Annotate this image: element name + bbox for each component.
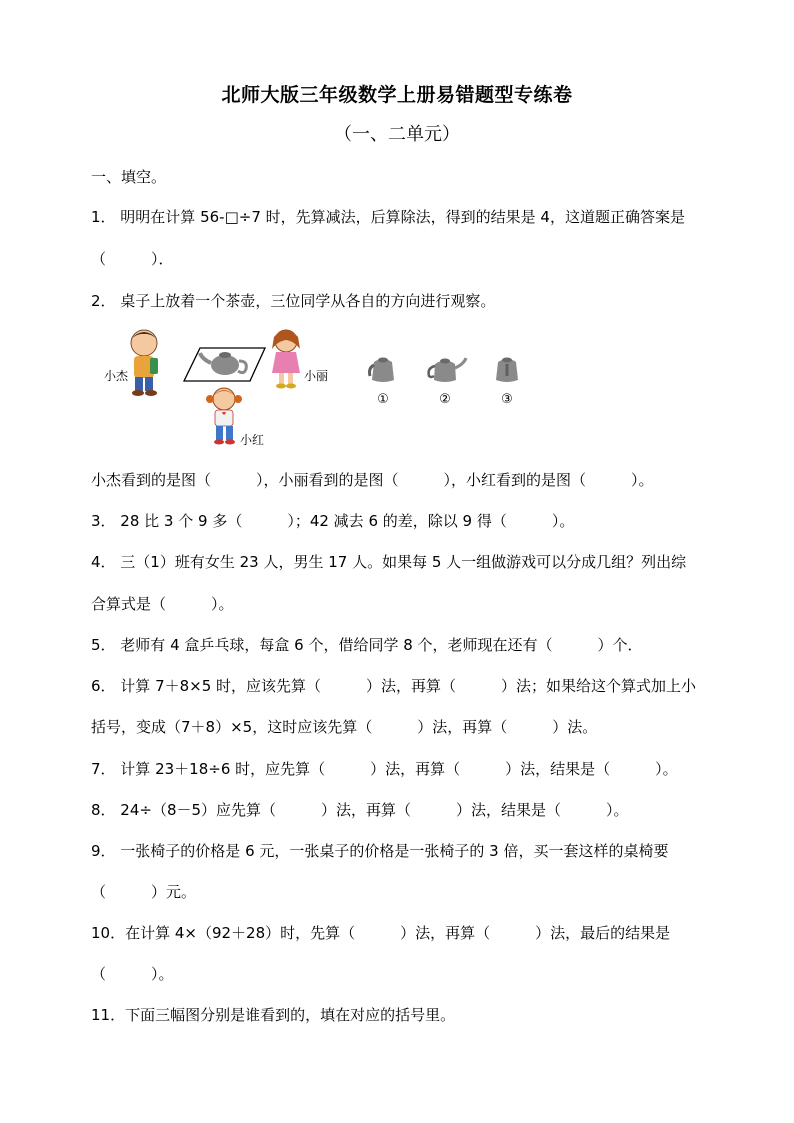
question-9-line-2: （ ）元。 [91, 883, 197, 901]
question-5-text: 5． 老师有 4 盒乒乓球，每盒 6 个，借给同学 8 个，老师现在还有（ ）个． [91, 636, 643, 654]
question-1-line-1: 1． 明明在计算 56-□÷7 时，先算减法，后算除法，得到的结果是 4，这道题正确答案是 [91, 208, 685, 226]
question-10-line-2: （ ）。 [91, 965, 174, 983]
question-8-text: 8． 24÷（8－5）应先算（ ）法，再算（ ）法，结果是（ ）。 [91, 801, 629, 819]
label-xiaoli: 小丽 [304, 369, 329, 383]
boy-figure-icon [131, 330, 158, 396]
question-3-text: 3． 28 比 3 个 9 多（ ）；42 减去 6 的差，除以 9 得（ ）。 [91, 512, 575, 530]
page-title: 北师大版三年级数学上册易错题型专练卷 [221, 84, 573, 106]
label-xiaojie: 小杰 [104, 369, 129, 383]
question-2-answer-line: 小杰看到的是图（ ），小丽看到的是图（ ），小红看到的是图（ ）。 [91, 471, 654, 489]
teapot-back-view-icon [360, 352, 406, 386]
question-4-line-2: 合算式是（ ）。 [91, 595, 234, 613]
question-6-line-1: 6． 计算 7＋8×5 时，应该先算（ ）法，再算（ ）法；如果给这个算式加上小 [91, 677, 697, 695]
question-10-line-1: 10．在计算 4×（92＋28）时，先算（ ）法，再算（ ）法，最后的结果是 [91, 924, 671, 942]
question-6-line-2: 括号，变成（7＋8）×5，这时应该先算（ ）法，再算（ ）法。 [91, 718, 598, 736]
view-1 [360, 352, 406, 407]
page-subtitle: （一、二单元） [334, 124, 460, 145]
view-1-number: ① [377, 392, 389, 407]
view-3-number: ③ [501, 392, 513, 407]
teapot-views [360, 352, 530, 412]
teapot-side-view-icon [422, 352, 468, 386]
question-4-line-1: 4． 三（1）班有女生 23 人，男生 17 人。如果每 5 人一组做游戏可以分成几组？列出综 [91, 553, 687, 571]
view-2-number: ② [439, 392, 451, 407]
label-xiaohong: 小红 [240, 433, 265, 447]
question-1-line-2: （ ）． [91, 250, 174, 268]
view-3 [484, 352, 530, 407]
section-title: 一、填空。 [91, 168, 167, 186]
question-7-text: 7． 计算 23＋18÷6 时，应先算（ ）法，再算（ ）法，结果是（ ）。 [91, 760, 678, 778]
girl-right-figure-icon [272, 330, 300, 389]
question-9-line-1: 9． 一张椅子的价格是 6 元，一张桌子的价格是一张椅子的 3 倍，买一套这样的桌椅要 [91, 842, 669, 860]
question-11-text: 11．下面三幅图分别是谁看到的，填在对应的括号里。 [91, 1006, 456, 1024]
teapot-front-view-icon [484, 352, 530, 386]
question-2-text: 2． 桌子上放着一个茶壶，三位同学从各自的方向进行观察。 [91, 292, 496, 310]
girl-bottom-figure-icon [206, 388, 242, 445]
teapot-top-icon [200, 352, 246, 375]
view-2 [422, 352, 468, 407]
